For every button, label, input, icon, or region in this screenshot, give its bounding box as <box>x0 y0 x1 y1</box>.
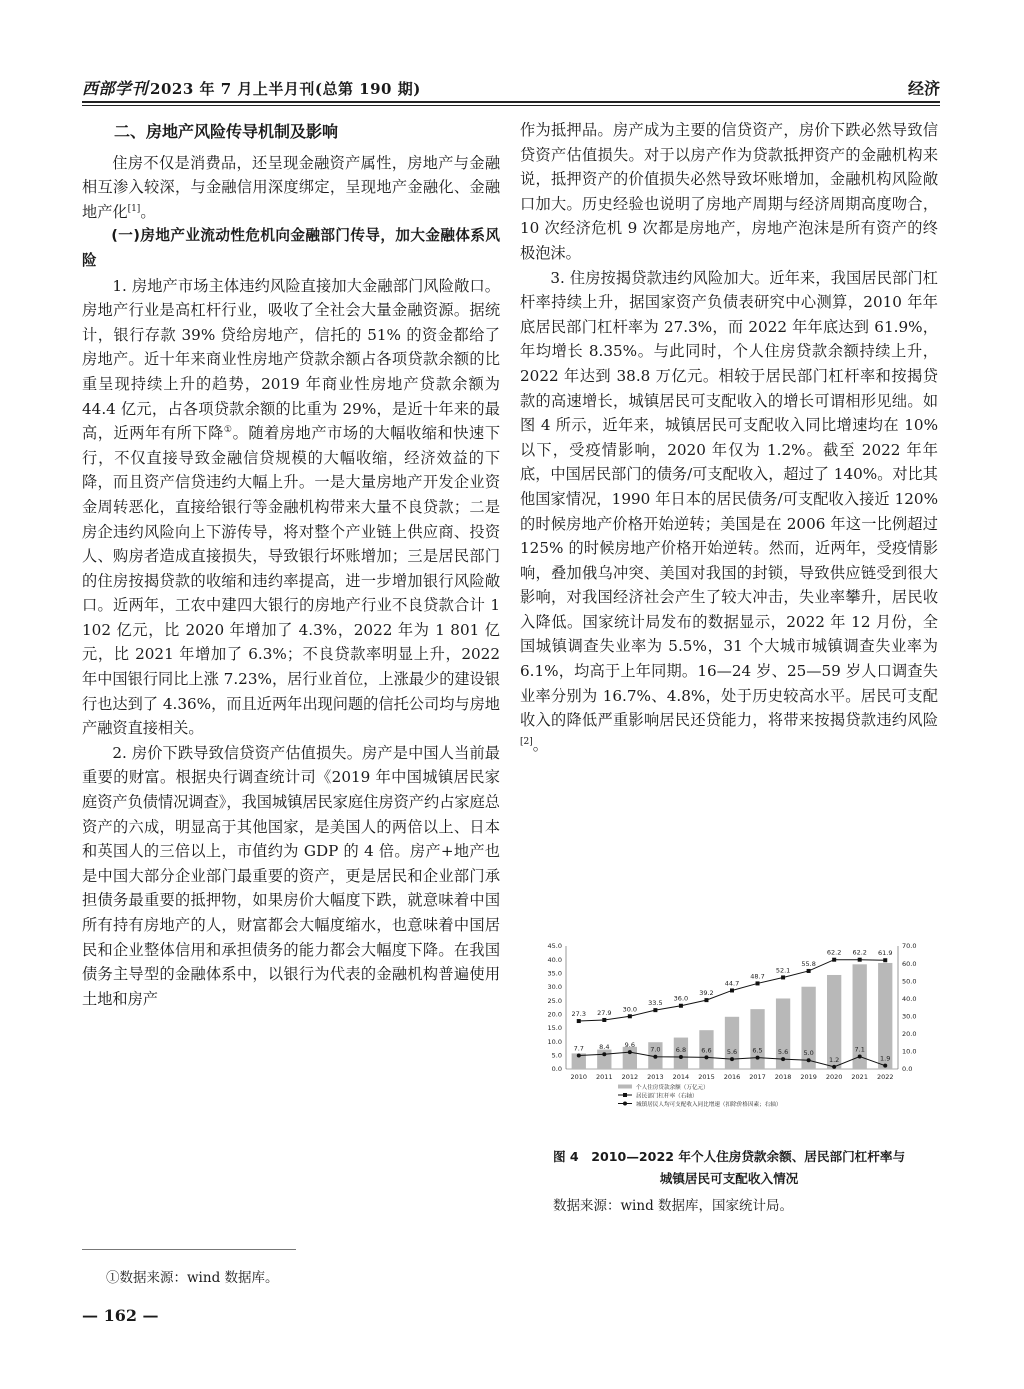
right-column <box>520 118 938 757</box>
y-left-tick-label: 20.0 <box>547 1010 562 1019</box>
income-growth-data-label: 7.1 <box>854 1045 865 1054</box>
income-growth-data-label: 6.6 <box>701 1046 712 1055</box>
legend-swatch-marker <box>623 1093 627 1097</box>
y-right-tick-label: 20.0 <box>902 1030 917 1039</box>
legend-label: 居民部门杠杆率（右轴） <box>636 1093 698 1100</box>
x-tick-label: 2014 <box>672 1073 690 1081</box>
income-growth-marker <box>679 1055 683 1059</box>
leverage-marker <box>807 969 811 973</box>
income-growth-data-label: 8.4 <box>599 1043 610 1052</box>
leverage-marker <box>653 1008 657 1012</box>
income-growth-data-label: 6.8 <box>675 1046 687 1055</box>
y-left-tick-label: 30.0 <box>547 983 562 992</box>
section-label: 经济 <box>907 79 940 98</box>
x-tick-label: 2016 <box>723 1073 741 1081</box>
income-growth-marker <box>832 1065 836 1069</box>
income-growth-data-label: 1.9 <box>880 1054 891 1063</box>
income-growth-data-label: 7.0 <box>650 1045 661 1054</box>
income-growth-data-label: 7.7 <box>573 1044 584 1053</box>
figure-4-chart <box>540 938 940 1140</box>
left-column <box>82 118 500 1011</box>
paragraph: 1. 房地产市场主体违约风险直接加大金融部门风险敞口。房地产行业是高杠杆行业，吸收了全社会大量金融资源。据统计，银行存款 39% 贷给房地产，信托的 51% 的资金都给了房地产。近十年来商业性房地产贷款余额占各项贷款余额的比重呈现持续上升的趋势，2019 年商业性房地产贷款余额为 44.4 亿元，占各项贷款余额的比重为 29%，是近十年来的最高，近两年有所下降①。随着房地产市场的大幅收缩和快速下行，不仅直接导致金融信贷规模的大幅收缩，经济效益的下降，而且资产信贷违约大幅上升。一是大量房地产开发企业资金周转恶化，直接给银行等金融机构带来大量不良贷款；二是房企违约风险向上下游传导，将对整个产业链上供应商、投资人、购房者造成直接损失，导致银行坏账增加；三是居民部门的住房按揭贷款的收缩和违约率提高，进一步增加银行风险敞口。近两年，工农中建四大银行的房地产行业不良贷款合计 1 102 亿元，比 2020 年增加了 4.3%，2022 年为 1 801 亿元，比 2021 年增加了 6.3%；不良贷款率明显上升，2022 年中国银行同比上涨 7.23%，居行业首位，上涨最少的建设银行也达到了 4.36%，而且近两年出现问题的信托公司均与房地产融资直接相关。 <box>82 276 501 738</box>
leverage-marker <box>628 1014 632 1018</box>
x-tick-label: 2020 <box>825 1073 843 1081</box>
income-growth-data-label: 6.5 <box>752 1046 763 1055</box>
paragraph: 住房不仅是消费品，还呈现金融资产属性，房地产与金融相互渗入较深，与金融信用深度绑定，呈现地产金融化、金融地产化[1]。 <box>82 153 500 221</box>
leverage-marker <box>832 958 836 962</box>
y-left-tick-label: 45.0 <box>547 942 562 951</box>
x-tick-label: 2021 <box>851 1073 868 1081</box>
income-growth-marker <box>653 1055 657 1059</box>
x-tick-label: 2018 <box>774 1073 792 1081</box>
leverage-data-label: 39.2 <box>699 989 714 998</box>
legend-label: 个人住房贷款余额（万亿元） <box>636 1085 709 1091</box>
x-tick-label: 2013 <box>647 1073 664 1081</box>
leverage-data-label: 44.7 <box>724 979 740 988</box>
x-tick-label: 2019 <box>800 1073 817 1081</box>
y-right-tick-label: 50.0 <box>902 977 917 986</box>
leverage-data-label: 62.2 <box>826 948 842 957</box>
figure-source: 数据来源：wind 数据库，国家统计局。 <box>553 1198 794 1214</box>
legend-label: 城镇居民人均可支配收入同比增速（扣除价格因素；右轴） <box>636 1102 782 1108</box>
citation-ref[interactable]: [1] <box>127 203 141 214</box>
income-growth-marker <box>883 1064 887 1068</box>
subsection-heading: (一)房地产业流动性危机向金融部门传导，加大金融体系风险 <box>82 227 500 269</box>
y-right-tick-label: 60.0 <box>902 959 917 968</box>
header-rule <box>82 101 940 103</box>
y-left-tick-label: 0.0 <box>551 1065 562 1074</box>
legend-swatch-bar <box>618 1085 632 1089</box>
running-header <box>82 72 940 102</box>
journal-title <box>82 76 421 99</box>
y-right-tick-label: 10.0 <box>902 1047 917 1056</box>
y-right-tick-label: 40.0 <box>902 994 917 1003</box>
income-growth-marker <box>807 1058 811 1062</box>
bar <box>725 1017 739 1069</box>
footnote-ref[interactable]: ① <box>223 425 233 436</box>
leverage-marker <box>781 975 785 979</box>
leverage-marker <box>602 1018 606 1022</box>
page-number: — 162 — <box>82 1306 159 1325</box>
leverage-data-label: 33.5 <box>648 999 663 1008</box>
leverage-marker <box>679 1004 683 1008</box>
x-tick-label: 2011 <box>596 1073 613 1081</box>
y-left-tick-label: 35.0 <box>547 969 562 978</box>
leverage-marker <box>756 981 760 985</box>
leverage-marker <box>858 958 862 962</box>
journal-logo: 西部学刊 <box>82 79 149 98</box>
paragraph: 作为抵押品。房产成为主要的信贷资产，房价下跌必然导致信贷资产估值损失。对于以房产作为贷款抵押资产的金融机构来说，抵押资产的价值损失必然导致坏账增加，金融机构风险敞口加大。历史经验也说明了房地产周期与经济周期高度吻合，10 次经济危机 9 次都是房地产，房地产泡沫是所有资产的终极泡沫。 <box>520 121 938 262</box>
y-left-tick-label: 25.0 <box>547 996 562 1005</box>
leverage-data-label: 55.8 <box>801 959 816 968</box>
income-growth-data-label: 5.6 <box>777 1048 789 1057</box>
y-left-tick-label: 5.0 <box>551 1051 562 1060</box>
leverage-marker <box>577 1019 581 1023</box>
footnote: ①数据来源：wind 数据库。 <box>106 1270 279 1286</box>
section-heading: 二、房地产风险传导机制及影响 <box>114 122 339 141</box>
leverage-data-label: 36.0 <box>673 994 689 1003</box>
income-growth-marker <box>704 1055 708 1059</box>
leverage-marker <box>883 958 887 962</box>
leverage-data-label: 27.9 <box>597 1008 612 1017</box>
y-left-tick-label: 15.0 <box>547 1024 562 1033</box>
income-growth-data-label: 5.6 <box>726 1048 738 1057</box>
y-left-tick-label: 10.0 <box>547 1037 562 1046</box>
footnote-rule <box>82 1249 296 1250</box>
paragraph: 3. 住房按揭贷款违约风险加大。近年来，我国居民部门杠杆率持续上升，据国家资产负债表研究中心测算，2010 年年底居民部门杠杆率为 27.3%，而 2022 年年底达到 61.9%，年均增长 8.35%。与此同时，个人住房贷款余额持续上升，2022 年达到 38.8 万亿元。相较于居民部门杠杆率和按揭贷款的高速增长，城镇居民可支配收入的增长可谓相形见绌。如图 4 所示，近年来，城镇居民可支配收入同比增速均在 10% 以下，受疫情影响，2020 年仅为 1.2%。截至 2022 年年底，中国居民部门的债务/可支配收入，超过了 140%。对比其他国家情况，1990 年日本的居民债务/可支配收入接近 120% 的时候房地产价格开始逆转；美国是在 2006 年这一比例超过 125% 的时候房地产价格开始逆转。然而，近两年，受疫情影响，叠加俄乌冲突、美国对我国的封锁，导致供应链受到很大影响，对我国经济社会产生了较大冲击，失业率攀升，居民收入降低。国家统计局发布的数据显示，2022 年 12 月份，全国城镇调查失业率为 5.5%，31 个大城市城镇调查失业率为 6.1%，均高于上年同期。16—24 岁、25—59 岁人口调查失业率分别为 16.7%、4.8%，处于历史较高水平。居民可支配收入的降低严重影响居民还贷能力，将带来按揭贷款违约风险[2]。 <box>520 268 938 754</box>
income-growth-marker <box>730 1057 734 1061</box>
leverage-marker <box>730 988 734 992</box>
paragraph: 2. 房价下跌导致信贷资产估值损失。房产是中国人当前最重要的财富。根据央行调查统计司《2019 年中国城镇居民家庭资产负债情况调查》，我国城镇居民家庭住房资产约占家庭总资产的六成，明显高于其他国家，是美国人的两倍以上、日本和英国人的三倍以上，市值约为 GDP 的 4 倍。房产+地产也是中国大部分企业部门最重要的资产，更是居民和企业部门承担债务最重要的抵押物，如果房价大幅度下跌，就意味着中国所有持有房地产的人，财富都会大幅度缩水，也意味着中国居民和企业整体信用和承担债务的能力都会大幅度下降。在我国债务主导型的金融体系中，以银行为代表的金融机构普遍使用土地和房产 <box>82 743 500 1008</box>
leverage-data-label: 48.7 <box>750 972 765 981</box>
leverage-marker <box>704 998 708 1002</box>
income-growth-marker <box>628 1050 632 1054</box>
journal-issue: 2023 年 7 月上半月刊(总第 190 期) <box>150 80 421 98</box>
header-rule-thin <box>82 105 940 106</box>
figure-caption: 图 4 2010—2022 年个人住房贷款余额、居民部门杠杆率与 城镇居民可支配收入情况 <box>552 1149 906 1186</box>
x-tick-label: 2015 <box>698 1073 715 1081</box>
leverage-data-label: 61.9 <box>877 949 893 958</box>
leverage-data-label: 52.1 <box>775 966 791 975</box>
combo-chart <box>540 938 940 1140</box>
bar <box>750 1009 764 1069</box>
y-left-tick-label: 40.0 <box>547 955 562 964</box>
income-growth-marker <box>577 1053 581 1057</box>
legend-swatch-marker <box>623 1102 627 1106</box>
income-growth-marker <box>602 1052 606 1056</box>
y-right-tick-label: 30.0 <box>902 1012 917 1021</box>
income-growth-data-label: 9.6 <box>624 1041 636 1050</box>
income-growth-marker <box>781 1057 785 1061</box>
income-growth-marker <box>756 1056 760 1060</box>
leverage-data-label: 27.3 <box>571 1010 587 1019</box>
income-growth-marker <box>858 1055 862 1059</box>
income-growth-data-label: 1.2 <box>828 1055 840 1064</box>
income-growth-data-label: 5.0 <box>803 1049 814 1058</box>
leverage-data-label: 30.0 <box>622 1005 638 1014</box>
leverage-data-label: 62.2 <box>852 948 867 957</box>
bar <box>827 975 841 1069</box>
x-tick-label: 2022 <box>876 1073 894 1081</box>
y-right-tick-label: 70.0 <box>902 942 917 951</box>
citation-ref[interactable]: [2] <box>520 736 533 747</box>
y-right-tick-label: 0.0 <box>902 1065 913 1074</box>
x-tick-label: 2010 <box>570 1073 588 1081</box>
x-tick-label: 2017 <box>749 1073 766 1081</box>
bar <box>878 963 892 1069</box>
x-tick-label: 2012 <box>621 1073 639 1081</box>
